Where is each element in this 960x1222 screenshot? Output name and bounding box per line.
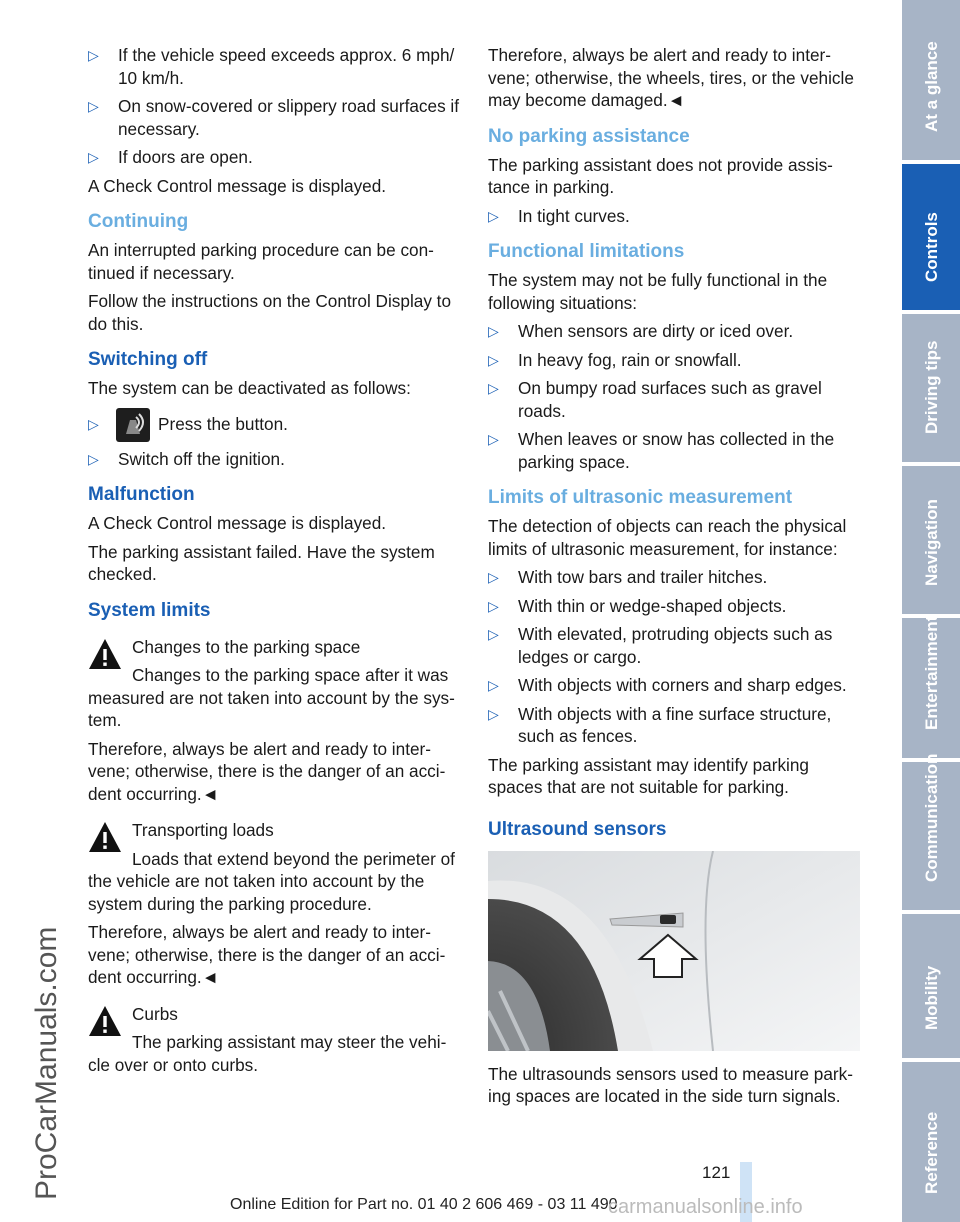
bullet-icon: ▷ <box>488 380 499 396</box>
list-item: ▷ When sensors are dirty or iced over. <box>488 321 794 341</box>
paragraph: A Check Control message is displayed. <box>88 513 387 534</box>
corner-watermark: carmanualsonline.info <box>608 1196 803 1218</box>
list-item: ▷ If the vehicle speed exceeds approx. 6 mph/ 10 km/h. <box>88 45 455 88</box>
warning-title: Transporting loads <box>132 820 274 841</box>
list-item: ▷ When leaves or snow has collected in the parking space. <box>488 429 835 472</box>
heading-ultrasound-sensors: Ultrasound sensors <box>488 818 667 840</box>
bullet-icon: ▷ <box>488 677 499 693</box>
list-item: ▷ In tight curves. <box>488 205 630 226</box>
sensor-photo <box>488 851 860 1051</box>
heading-functional-limitations: Functional limitations <box>488 241 685 262</box>
bullet-icon: ▷ <box>88 450 99 467</box>
list-item: ▷ On bumpy road surfaces such as gravel roads. <box>488 378 822 421</box>
tab-communication[interactable]: Communication <box>902 762 960 910</box>
heading-ultrasonic-limits: Limits of ultrasonic measurement <box>488 487 793 508</box>
paragraph: A Check Control message is displayed. <box>88 175 387 196</box>
list-item: ▷ With objects with a fine surface structure, such as fences. <box>488 703 832 746</box>
paragraph: The parking assistant failed. Have the system checked. <box>88 541 435 585</box>
warning-text: The parking assistant may steer the vehi-cle over or onto curbs. <box>88 1032 447 1075</box>
list-item: ▷ With objects with corners and sharp edges. <box>488 675 847 695</box>
paragraph: The system may not be fully functional in the following situations: <box>488 270 828 313</box>
list-item: ▷ With tow bars and trailer hitches. <box>488 567 768 587</box>
warning-title: Changes to the parking space <box>132 636 361 657</box>
warning-block <box>88 636 464 732</box>
footer-text: Online Edition for Part no. 01 40 2 606 469 - 03 11 490 <box>230 1196 618 1213</box>
list-item: ▷ If doors are open. <box>88 147 253 167</box>
bullet-icon: ▷ <box>488 323 499 339</box>
paragraph: An interrupted parking procedure can be con-tinued if necessary. <box>88 240 434 283</box>
tab-entertainment[interactable]: Entertainment <box>902 618 960 758</box>
list-item: ▷ On snow-covered or slippery road surfaces if necessary. <box>88 96 460 139</box>
right-column <box>488 44 864 1114</box>
warning-text: Loads that extend beyond the perimeter of the vehicle are not taken into account by the system during the parking procedure. <box>88 848 455 914</box>
left-column <box>88 44 464 1082</box>
paragraph: The system can be deactivated as follows: <box>88 378 411 398</box>
bullet-icon: ▷ <box>88 47 99 63</box>
heading-no-parking-assistance: No parking assistance <box>488 125 690 147</box>
list-item: ▷ Press the button. <box>88 406 464 442</box>
paragraph: The parking assistant may identify parking spaces that are not suitable for parking. <box>488 754 809 797</box>
heading-switching-off: Switching off <box>88 349 208 370</box>
heading-malfunction: Malfunction <box>88 484 195 506</box>
list-item: ▷ With elevated, protruding objects such as ledges or cargo. <box>488 624 833 667</box>
bullet-icon: ▷ <box>488 207 499 224</box>
tab-driving-tips[interactable]: Driving tips <box>902 314 960 462</box>
warning-block <box>88 1003 464 1077</box>
heading-continuing: Continuing <box>88 211 189 232</box>
warning-title: Curbs <box>132 1003 178 1024</box>
warning-block <box>88 819 464 915</box>
tab-mobility[interactable]: Mobility <box>902 914 960 1058</box>
bullet-icon: ▷ <box>488 597 499 614</box>
tab-controls[interactable]: Controls <box>902 164 960 310</box>
warning-text: Changes to the parking space after it was measured are not taken into account by the sys-tem. <box>88 665 455 731</box>
tab-at-a-glance[interactable]: At a glance <box>902 0 960 160</box>
paragraph: The parking assistant does not provide assis-tance in parking. <box>488 154 833 197</box>
bullet-icon: ▷ <box>88 98 99 114</box>
list-item: ▷ Switch off the ignition. <box>88 448 285 469</box>
paragraph: Follow the instructions on the Control Display to do this. <box>88 291 452 334</box>
paragraph: Therefore, always be alert and ready to inter-vene; otherwise, the wheels, tires, or the vehicle may become damaged.◄ <box>488 45 854 110</box>
paragraph: Therefore, always be alert and ready to inter-vene; otherwise, there is the danger of an acci-dent occurring.◄ <box>88 738 446 804</box>
bullet-icon: ▷ <box>488 351 499 368</box>
bullet-icon: ▷ <box>488 569 499 585</box>
bullet-icon: ▷ <box>88 415 99 432</box>
list-item: ▷ In heavy fog, rain or snowfall. <box>488 349 742 370</box>
warning-triangle-icon <box>88 821 122 853</box>
bullet-icon: ▷ <box>88 149 99 165</box>
chapter-tabs <box>902 0 960 1222</box>
bullet-icon: ▷ <box>488 431 499 447</box>
tab-navigation[interactable]: Navigation <box>902 466 960 614</box>
park-assist-button-icon <box>116 408 150 442</box>
warning-triangle-icon <box>88 638 122 670</box>
page-number: 121 <box>702 1163 731 1182</box>
paragraph: Therefore, always be alert and ready to inter-vene; otherwise, there is the danger of an acci-dent occurring.◄ <box>88 922 446 988</box>
bullet-icon: ▷ <box>488 705 499 722</box>
tab-reference[interactable]: Reference <box>902 1062 960 1222</box>
heading-system-limits: System limits <box>88 599 211 621</box>
bullet-icon: ▷ <box>488 626 499 642</box>
paragraph: The ultrasounds sensors used to measure park-ing spaces are located in the side turn signals. <box>488 1063 853 1106</box>
side-watermark: ProCarManuals.com <box>30 926 63 1200</box>
warning-triangle-icon <box>88 1005 122 1037</box>
list-item: ▷ With thin or wedge-shaped objects. <box>488 595 787 616</box>
paragraph: The detection of objects can reach the physical limits of ultrasonic measurement, for instance: <box>488 516 847 559</box>
